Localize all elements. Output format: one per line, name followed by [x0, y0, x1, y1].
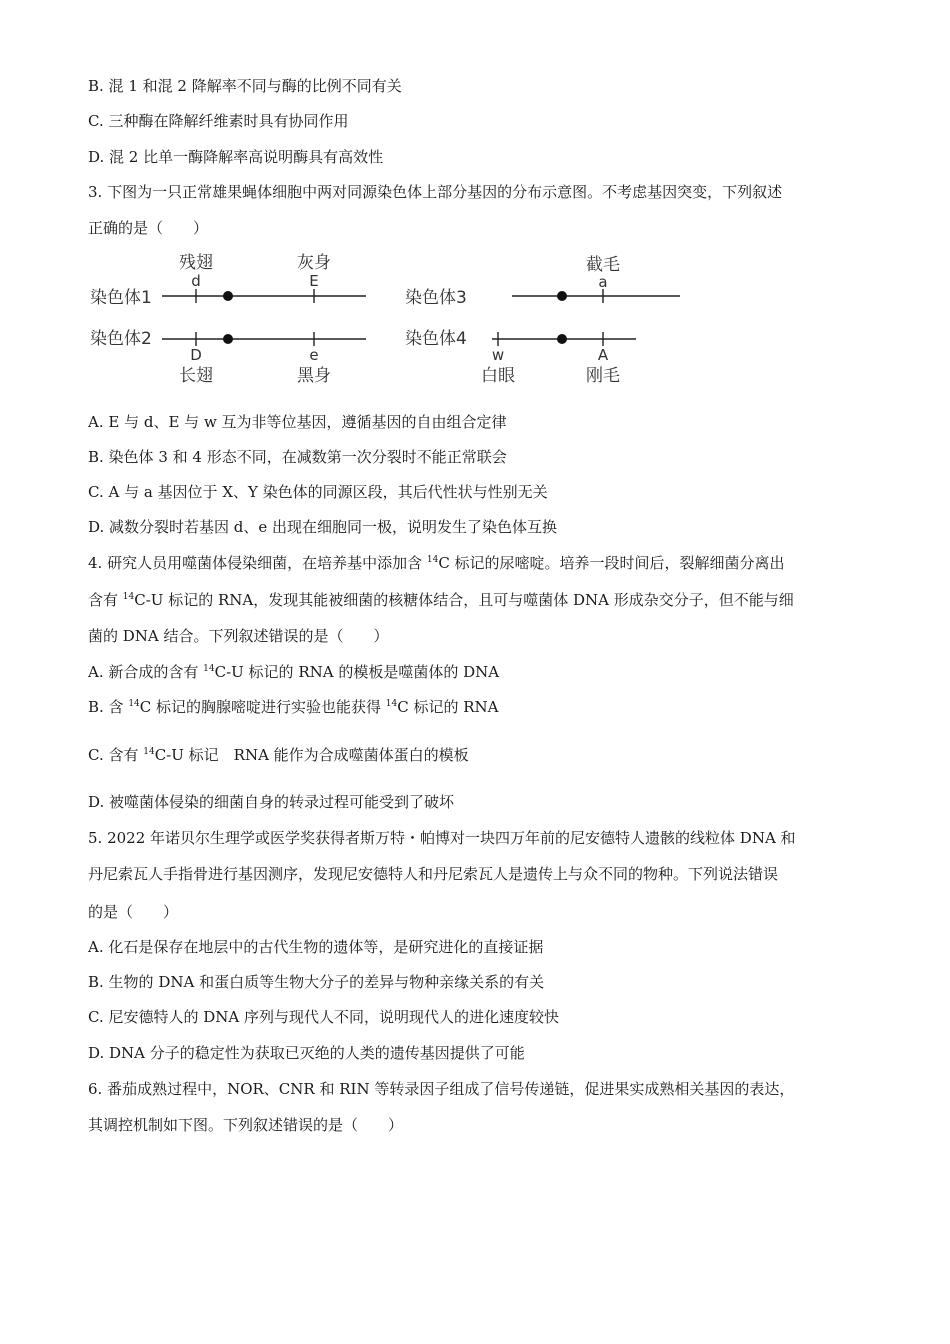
q3-option-b: B. 染色体 3 和 4 形态不同，在减数第一次分裂时不能正常联会: [88, 448, 507, 466]
chr4-trait-2: 刚毛: [586, 366, 620, 386]
chr1-gene-1: d: [191, 272, 201, 290]
q4-option-a: A. 新合成的含有 $^{14}$C-U 标记的 RNA 的模板是噬菌体的 DNA: [88, 663, 500, 681]
q5-stem-line2: 丹尼索瓦人手指骨进行基因测序，发现尼安德特人和丹尼索瓦人是遗传上与众不同的物种。下列说法错误: [88, 865, 779, 883]
q3-stem-line1: 3. 下图为一只正常雄果蝇体细胞中两对同源染色体上部分基因的分布示意图。不考虑基因突变，下列叙述: [88, 183, 783, 201]
chromosome-3: [405, 255, 680, 308]
option-b: B. 混 1 和混 2 降解率不同与酶的比例不同有关: [88, 77, 402, 95]
chromosome-diagram: [88, 248, 688, 390]
chr1-label: 染色体1: [90, 288, 152, 308]
chr3-label: 染色体3: [405, 288, 467, 308]
chr2-gene-1: D: [190, 346, 202, 364]
chr4-gene-2: A: [597, 346, 609, 364]
chr4-trait-1: 白眼: [481, 366, 515, 386]
chr2-trait-1: 长翅: [179, 366, 213, 386]
chr1-trait-1: 残翅: [179, 253, 213, 273]
q5-option-c: C. 尼安德特人的 DNA 序列与现代人不同，说明现代人的进化速度较快: [88, 1008, 560, 1026]
chr2-trait-2: 黑身: [297, 366, 331, 386]
chr1-gene-2: E: [309, 272, 319, 290]
q5-stem-line3: 的是（ ）: [88, 903, 179, 921]
q6-stem-line1: 6. 番茄成熟过程中，NOR、CNR 和 RIN 等转录因子组成了信号传递链，促进果实成熟相关基因的表达，: [88, 1080, 795, 1098]
q3-option-a: A. E 与 d、E 与 w 互为非等位基因，遵循基因的自由组合定律: [88, 413, 507, 431]
chr3-trait-1: 截毛: [586, 255, 620, 275]
q3-option-c: C. A 与 a 基因位于 X、Y 染色体的同源区段，其后代性状与性别无关: [88, 483, 548, 501]
q5-option-d: D. DNA 分子的稳定性为获取已灭绝的人类的遗传基因提供了可能: [88, 1044, 525, 1062]
chr3-gene-1: a: [598, 273, 608, 291]
option-c: C. 三种酶在降解纤维素时具有协同作用: [88, 112, 349, 130]
q4-stem-line2: 含有 $^{14}$C-U 标记的 RNA，发现其能被细菌的核糖体结合，且可与噬菌体 DNA 形成杂交分子，但不能与细: [88, 591, 794, 609]
chromosome-1: [90, 253, 366, 308]
q3-option-d: D. 减数分裂时若基因 d、e 出现在细胞同一极，说明发生了染色体互换: [88, 518, 558, 536]
chr2-label: 染色体2: [90, 329, 152, 349]
q6-stem-line2: 其调控机制如下图。下列叙述错误的是（ ）: [88, 1116, 404, 1134]
q4-option-c: C. 含有 $^{14}$C-U 标记 RNA 能作为合成噬菌体蛋白的模板: [88, 746, 469, 764]
chromosome-4: [405, 329, 636, 386]
chr2-gene-2: e: [309, 346, 319, 364]
q4-option-d: D. 被噬菌体侵染的细菌自身的转录过程可能受到了破坏: [88, 793, 455, 811]
chromosome-2: [90, 329, 366, 386]
q4-option-b: B. 含 $^{14}$C 标记的胸腺嘧啶进行实验也能获得 $^{14}$C 标记的 RNA: [88, 698, 499, 716]
q3-stem-line2: 正确的是（ ）: [88, 219, 209, 237]
option-d: D. 混 2 比单一酶降解率高说明酶具有高效性: [88, 148, 384, 166]
chr4-gene-1: w: [491, 346, 505, 364]
q5-stem-line1: 5. 2022 年诺贝尔生理学或医学奖获得者斯万特・帕博对一块四万年前的尼安德特人遗骸的线粒体 DNA 和: [88, 829, 796, 847]
chr4-label: 染色体4: [405, 329, 467, 349]
chr1-trait-2: 灰身: [297, 253, 331, 273]
q5-option-b: B. 生物的 DNA 和蛋白质等生物大分子的差异与物种亲缘关系的有关: [88, 973, 545, 991]
q4-stem-line3: 菌的 DNA 结合。下列叙述错误的是（ ）: [88, 627, 389, 645]
q5-option-a: A. 化石是保存在地层中的古代生物的遗体等，是研究进化的直接证据: [88, 938, 544, 956]
q4-stem-line1: 4. 研究人员用噬菌体侵染细菌，在培养基中添加含 $^{14}$C 标记的尿嘧啶。培养一段时间后，裂解细菌分离出: [88, 554, 785, 572]
